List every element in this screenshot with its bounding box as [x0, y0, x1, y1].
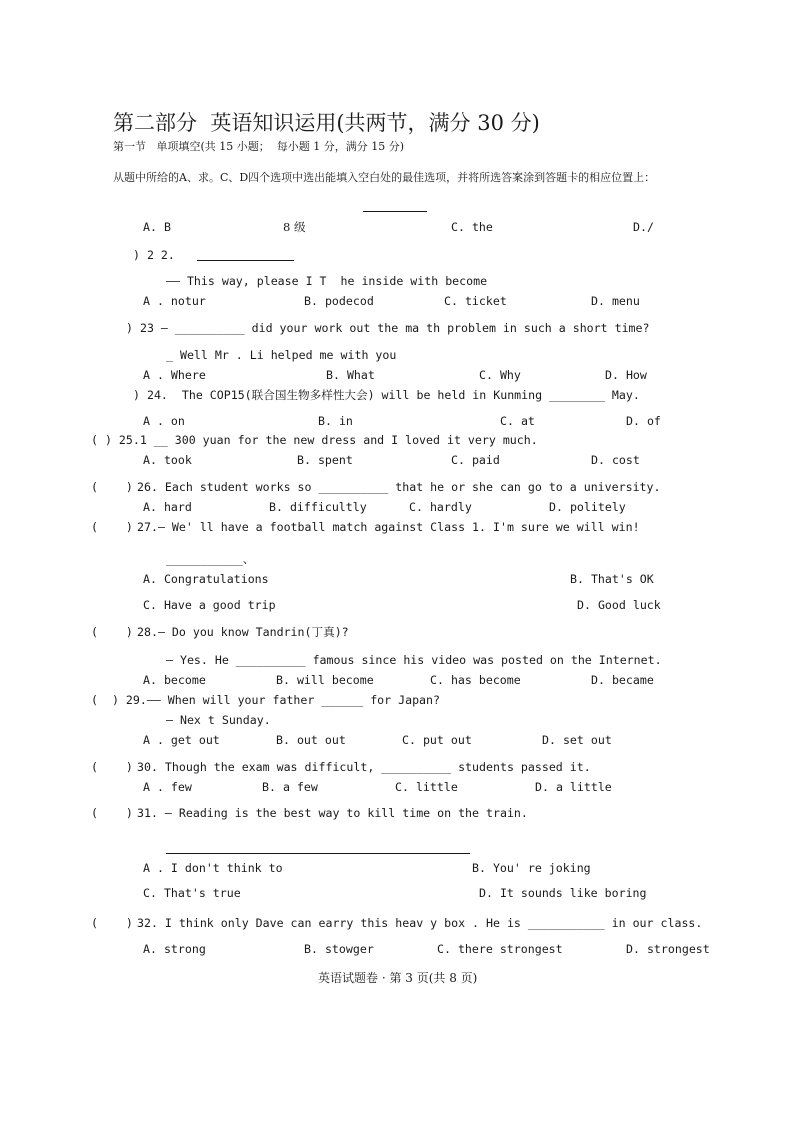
q30-option-c: C. little: [395, 780, 458, 794]
q30-bracket: ( ): [91, 760, 133, 774]
q32-bracket: ( ): [91, 916, 133, 930]
q23-option-c: C. Why: [479, 368, 521, 382]
q25-option-c: C. paid: [451, 453, 500, 467]
q27-option-b: B. That's OK: [570, 572, 654, 586]
q21-option-a: A. B: [143, 220, 171, 234]
q22-option-a: A . notur: [143, 294, 206, 308]
q23-option-a: A . Where: [143, 368, 206, 382]
q31-option-b: B. You' re joking: [472, 861, 591, 875]
q28-option-a: A. become: [143, 673, 206, 687]
q27-option-d: D. Good luck: [577, 598, 661, 612]
q31-stem: 31. — Reading is the best way to kill time on the train.: [137, 806, 528, 820]
q29-reply: — Nex t Sunday.: [166, 713, 271, 727]
q29-option-c: C. put out: [402, 733, 472, 747]
q25-option-b: B. spent: [297, 453, 353, 467]
q23-stem: ) 23 — __________ did your work out the ma th problem in such a short time?: [126, 321, 650, 335]
q32-option-d: D. strongest: [626, 942, 710, 956]
q30-option-a: A . few: [143, 780, 192, 794]
q25-option-d: D. cost: [591, 453, 640, 467]
answer-blank: [166, 853, 470, 854]
section-heading: 第一节 单项填空(共 15 小题； 每小题 1 分，满分 15 分): [113, 140, 405, 153]
q27-stem: 27.— We' ll have a football match against Class 1. I'm sure we will win!: [137, 520, 640, 534]
q29-option-d: D. set out: [542, 733, 612, 747]
q29-stem: ( ) 29.—— When will your father ______ for Japan?: [91, 693, 441, 707]
q26-option-c: C. hardly: [409, 500, 472, 514]
q31-option-c: C. That's true: [143, 886, 241, 900]
q28-bracket: ( ): [91, 625, 133, 639]
q24-option-b: B. in: [318, 414, 353, 428]
q24-option-d: D. of: [626, 414, 661, 428]
q21-option-d: D./: [633, 220, 654, 234]
q32-option-a: A. strong: [143, 942, 206, 956]
q28-option-c: C. has become: [430, 673, 521, 687]
q22-option-b: B. podecod: [304, 294, 374, 308]
page-footer: 英语试题卷 · 第 3 页(共 8 页): [318, 971, 478, 985]
q29-option-a: A . get out: [143, 733, 220, 747]
q25-option-a: A. took: [143, 453, 192, 467]
q23-reply: _ Well Mr . Li helped me with you: [166, 348, 397, 362]
q26-bracket: ( ): [91, 480, 133, 494]
q28-option-d: D. became: [591, 673, 654, 687]
q22-stem: ) 2 2.: [133, 248, 175, 262]
q25-stem: ( ) 25.1 __ 300 yuan for the new dress and I loved it very much.: [91, 433, 538, 447]
q31-bracket: ( ): [91, 806, 133, 820]
q24-stem: ) 24. The COP15(联合国生物多样性大会) will be held in Kunming ________ May.: [133, 388, 640, 402]
q26-option-a: A. hard: [143, 500, 192, 514]
q26-stem: 26. Each student works so __________ that he or she can go to a university.: [137, 480, 661, 494]
q31-option-a: A . I don't think to: [143, 861, 283, 875]
q23-option-d: D. How: [605, 368, 647, 382]
answer-blank: [363, 211, 427, 212]
q24-option-c: C. at: [500, 414, 535, 428]
q28-option-b: B. will become: [276, 673, 374, 687]
q29-option-b: B. out out: [276, 733, 346, 747]
q31-option-d: D. It sounds like boring: [479, 886, 647, 900]
q23-option-b: B. What: [326, 368, 375, 382]
q27-option-c: C. Have a good trip: [143, 598, 276, 612]
q28-stem: 28.— Do you know Tandrin(丁真)?: [137, 625, 349, 639]
answer-blank: [197, 260, 294, 261]
part-title: 第二部分 英语知识运用(共两节，满分 30 分): [113, 111, 540, 135]
q21-option-c: C. the: [451, 220, 493, 234]
q32-stem: 32. I think only Dave can earry this heav y box . He is ___________ in our class.: [137, 916, 703, 930]
q30-stem: 30. Though the exam was difficult, __________ students passed it.: [137, 760, 591, 774]
q28-reply: — Yes. He __________ famous since his video was posted on the Internet.: [166, 653, 662, 667]
q22-option-c: C. ticket: [444, 294, 507, 308]
q24-option-a: A . on: [143, 414, 185, 428]
q21-option-b: 8 级: [283, 220, 306, 234]
q30-option-b: B. a few: [262, 780, 318, 794]
q26-option-b: B. difficultly: [269, 500, 367, 514]
q22-option-d: D. menu: [591, 294, 640, 308]
q32-option-c: C. there strongest: [437, 942, 563, 956]
q27-option-a: A. Congratulations: [143, 572, 269, 586]
q32-option-b: B. stowger: [304, 942, 374, 956]
instruction-text: 从题中所给的A、求。C、D四个选项中选出能填入空白处的最佳选项，并将所选答案涂到答题卡的相应位置上：: [113, 171, 656, 184]
q27-bracket: ( ): [91, 520, 133, 534]
q26-option-d: D. politely: [549, 500, 626, 514]
q30-option-d: D. a little: [535, 780, 612, 794]
q22-dialogue: —— This way, please I T he inside with become: [166, 274, 488, 288]
q27-reply-blank: ___________、: [166, 552, 255, 566]
